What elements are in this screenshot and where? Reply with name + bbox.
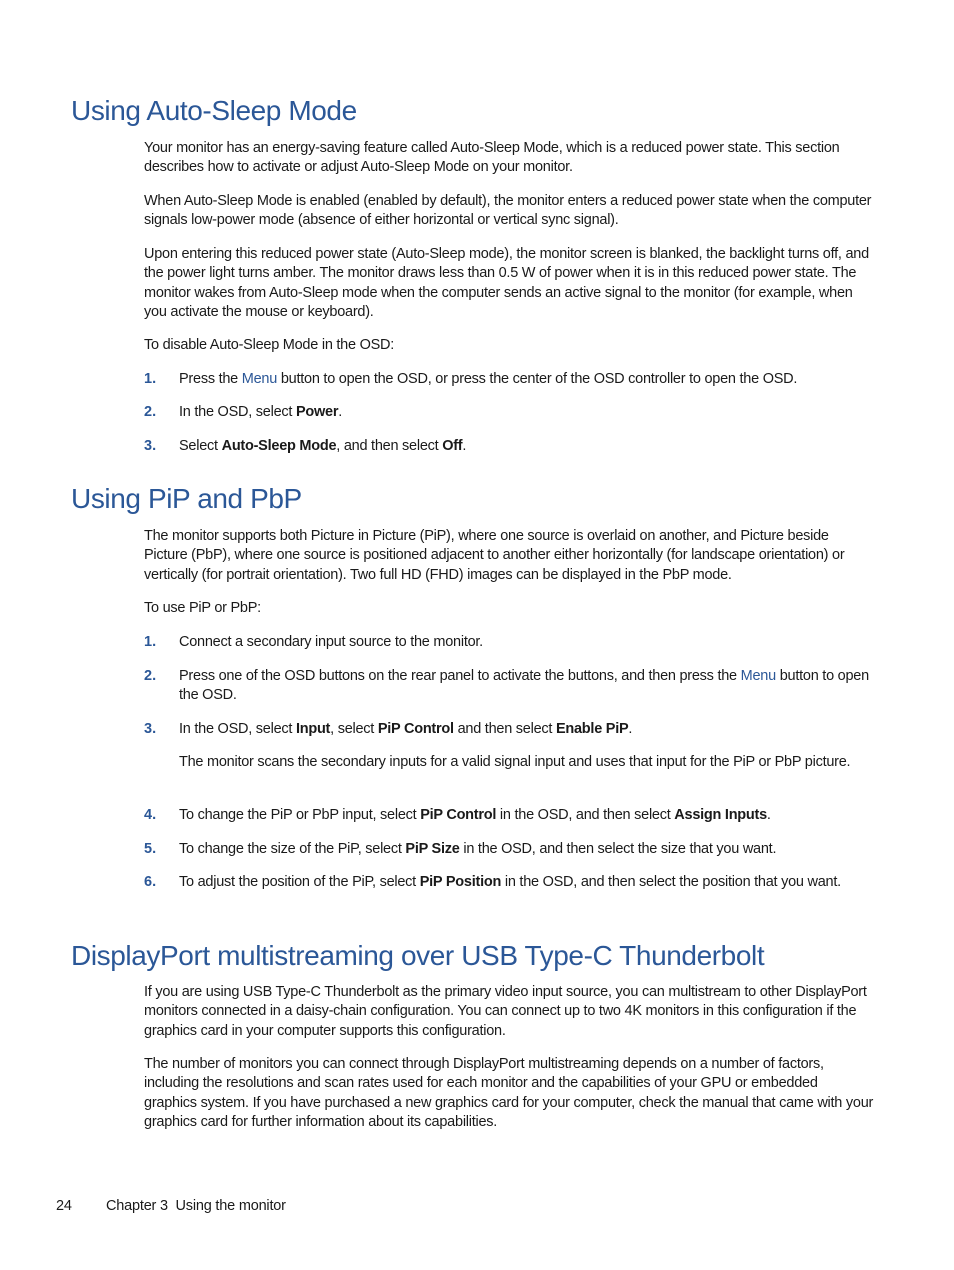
chapter-label: Chapter 3 Using the monitor [106, 1198, 286, 1214]
step-text: To adjust the position of the PiP, select PiP Position in the OSD, and then select the position that you want. [179, 874, 841, 890]
step-number: 3. [144, 438, 157, 454]
step-text: To change the size of the PiP, select PiP Size in the OSD, and then select the size that you want. [179, 841, 777, 857]
heading-auto-sleep: Using Auto-Sleep Mode [71, 95, 357, 126]
auto-sleep-paragraph-3: Upon entering this reduced power state (Auto-Sleep mode), the monitor screen is blanked, the backlight turns off, and the power light turns amber. The monitor draws less than 0.5 W of power when it is in this reduced power state. The monitor wakes from Auto-Sleep mode when the computer sends an active signal to the monitor (for example, when you activate the mouse or keyboard). [144, 246, 869, 320]
step-text: Press one of the OSD buttons on the rear panel to activate the buttons, and then press the Menu button to open the OSD. [179, 668, 869, 704]
menu-button-ref: Menu [740, 668, 776, 684]
auto-sleep-paragraph-1: Your monitor has an energy-saving feature called Auto-Sleep Mode, which is a reduced power state. This section describes how to activate or adjust Auto-Sleep Mode on your monitor. [144, 140, 840, 176]
step-text: Select Auto-Sleep Mode, and then select Off. [179, 438, 467, 454]
step-text: In the OSD, select Power. [179, 404, 342, 420]
step-number: 2. [144, 668, 157, 684]
step-number: 5. [144, 841, 157, 857]
heading-pip-pbp: Using PiP and PbP [71, 483, 302, 514]
pip-intro: To use PiP or PbP: [144, 600, 261, 616]
auto-sleep-intro: To disable Auto-Sleep Mode in the OSD: [144, 337, 395, 353]
step-text: To change the PiP or PbP input, select PiP Control in the OSD, and then select Assign Inputs. [179, 807, 771, 823]
auto-sleep-paragraph-2: When Auto-Sleep Mode is enabled (enabled by default), the monitor enters a reduced power state when the computer signals low-power mode (absence of either horizontal or vertical sync signal). [144, 193, 872, 229]
displayport-paragraph-2: The number of monitors you can connect through DisplayPort multistreaming depends on a number of factors, including the resolutions and scan rates used for each monitor and the capabilities of your GPU or embedded graphics system. If you have purchased a new graphics card for your computer, check the manual that came with your graphics card for further information about its capabilities. [144, 1056, 874, 1130]
step-number: 1. [144, 371, 157, 387]
step-text: Connect a secondary input source to the monitor. [179, 634, 483, 650]
step-text: In the OSD, select Input, select PiP Control and then select Enable PiP. [179, 721, 633, 737]
page-number: 24 [56, 1198, 72, 1214]
step-number: 2. [144, 404, 157, 420]
step-number: 6. [144, 874, 157, 890]
heading-displayport: DisplayPort multistreaming over USB Type-C Thunderbolt [71, 940, 765, 971]
step-number: 3. [144, 721, 157, 737]
step-number: 1. [144, 634, 157, 650]
step-note: The monitor scans the secondary inputs for a valid signal input and uses that input for the PiP or PbP picture. [179, 754, 851, 770]
displayport-paragraph-1: If you are using USB Type-C Thunderbolt as the primary video input source, you can multistream to other DisplayPort monitors connected in a daisy-chain configuration. You can connect up to two 4K monitors in this configuration if the graphics card in your computer supports this configuration. [144, 984, 867, 1039]
menu-button-ref: Menu [241, 371, 278, 387]
step-number: 4. [144, 807, 157, 823]
pip-paragraph-1: The monitor supports both Picture in Picture (PiP), where one source is overlaid on another, and Picture beside Picture (PbP), where one source is positioned adjacent to another either horizontally (for landscape orientation) or vertically (for portrait orientation). Two full HD (FHD) images can be displayed in the PbP mode. [144, 528, 845, 583]
step-text: Press the Menu button to open the OSD, or press the center of the OSD controller to open the OSD. [179, 371, 798, 387]
